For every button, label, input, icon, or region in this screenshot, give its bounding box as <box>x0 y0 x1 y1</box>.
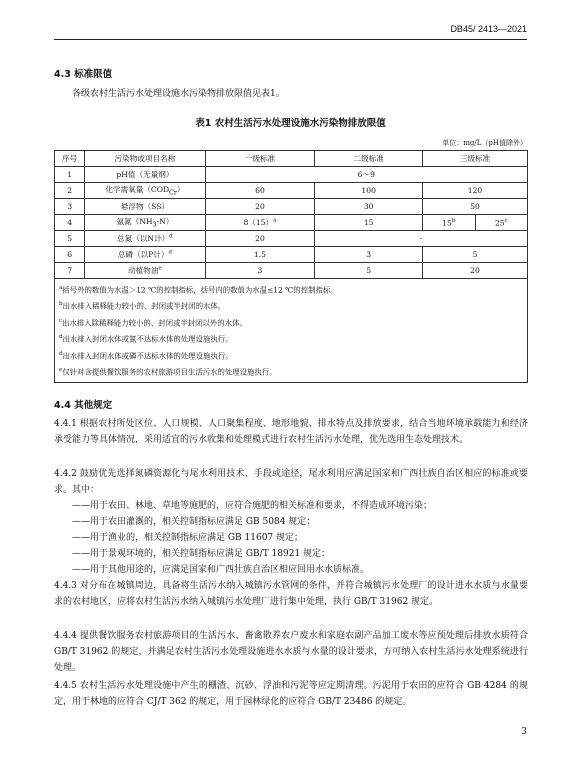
cell-grade1: 20 <box>205 231 315 247</box>
table-header-row <box>55 151 528 167</box>
cell-no: 2 <box>55 183 85 199</box>
cell-grade1: 60 <box>205 183 315 199</box>
dash-item: ——用于景观环境的，相关控制指标应满足 GB/T 18921 规定； <box>72 549 331 559</box>
table-row <box>55 263 528 279</box>
table-row <box>55 247 528 263</box>
dash-item: ——用于渔业的，相关控制指标应满足 GB 11607 规定； <box>72 533 304 543</box>
cell-grade3-low: 15$^b$ <box>423 215 475 231</box>
cell-name: 动植物油$^e$ <box>85 263 205 279</box>
section-4-3-heading: 4.3 标准限值 <box>54 69 113 80</box>
col-header-grade2: 二级标准 <box>315 151 423 167</box>
table-note: $^d$出水排入封闭水体或氮不达标水体的处理设施执行。 <box>59 334 233 344</box>
clause-4-4-1: 4.4.1 根据农村所处区位、人口规模、人口聚集程度、地形地貌、排水特点及排放要求，结合当地环境承载能力和经济承受能力等具体情况，采用适宜的污水收集和处理模式进行农村生活污水处理，优先选用生态处理技术。 <box>54 419 528 445</box>
table-unit: 单位：mg/L（pH值除外） <box>442 139 527 147</box>
table-note: $^e$仅针对含提供餐饮服务的农村旅游项目生活污水的处理设施执行。 <box>59 367 277 377</box>
cell-grade1: 20 <box>205 199 315 215</box>
cell-name: 悬浮物（SS） <box>85 199 205 215</box>
table-row <box>55 183 528 199</box>
table-note: $^c$出水排入除稀释能力较小的、封闭或半封闭以外的水体。 <box>59 317 247 328</box>
header-rule <box>54 39 527 40</box>
col-header-grade1: 一级标准 <box>205 151 315 167</box>
cell-grade3: 20 <box>423 263 528 279</box>
cell-no: 7 <box>55 263 85 279</box>
cell-grade3: 50 <box>423 199 528 215</box>
table-caption: 表1 农村生活污水处理设施水污染物排放限值 <box>195 118 386 129</box>
cell-grade1: $8(15)^a$ <box>205 215 315 231</box>
cell-name: 总氮（以N计）$^d$ <box>85 231 205 247</box>
document-code: DB45/ 2413—2021 <box>450 24 527 34</box>
cell-no: 3 <box>55 199 85 215</box>
clause-4-4-3: 4.4.3 对分布在城镇周边，具备将生活污水纳入城镇污水管网的条件，并符合城镇污水处理厂的设计进水水质与水量要求的农村地区，应将农村生活污水纳入城镇污水处理厂进行集中处理，执行 GB/T 31962 规定。 <box>54 581 528 607</box>
cell-name: 氨氮$(NH_3-N)$ <box>85 215 205 231</box>
clause-4-4-2: 4.4.2 鼓励优先选择氮磷资源化与尾水利用技术、手段或途径，尾水利用应满足国家和广西壮族自治区相应的标准或要求。其中： <box>54 469 528 495</box>
cell-grade2: 30 <box>315 199 423 215</box>
cell-grade2-3: - <box>315 231 528 247</box>
cell-grade2: 100 <box>315 183 423 199</box>
cell-grade1: 3 <box>205 263 315 279</box>
cell-grade1: 1.5 <box>205 247 315 263</box>
table-row <box>55 231 528 247</box>
cell-grade3-high: 25$^c$ <box>475 215 528 231</box>
table-notes <box>55 279 528 383</box>
dash-item: ——用于农田灌溉的，相关控制指标应满足 GB 5084 规定； <box>72 517 316 527</box>
limits-table <box>54 150 528 383</box>
cell-name: pH值（无量纲） <box>85 167 205 183</box>
cell-grade3: 5 <box>423 247 528 263</box>
page-number: 3 <box>521 727 527 737</box>
col-header-name: 污染物或项目名称 <box>85 151 205 167</box>
table-note: $^a$括号外的数值为水温＞12 ℃的控制指标，括号内的数值为水温≤12 ℃的控制指标。 <box>59 285 338 295</box>
table-row <box>55 167 528 183</box>
table-notes-row <box>55 279 528 383</box>
cell-grade2: 5 <box>315 263 423 279</box>
dash-item: ——用于其他用途的，应满足国家和广西壮族自治区相应回用水水质标准。 <box>72 565 370 575</box>
table-note: $^d$出水排入封闭水体或磷不达标水体的处理设施执行。 <box>59 350 233 361</box>
section-4-3-intro: 各级农村生活污水处理设施水污染物排放限值见表1。 <box>72 89 285 99</box>
cell-grade3: 120 <box>423 183 528 199</box>
col-header-no: 序号 <box>55 151 85 167</box>
cell-grade-all: 6～9 <box>205 167 527 183</box>
clause-4-4-5: 4.4.5 农村生活污水处理设施中产生的栅渣、沉砂、浮油和污泥等应定期清理。污泥用于农田的应符合 GB 4284 的规定，用于林地的应符合 CJ/T 362 的规定，用于园林绿化的应符合 GB/T 23486 的规定。 <box>54 681 528 707</box>
table-note: $^b$出水排入稀释能力较小的、封闭或半封闭的水体。 <box>59 301 226 311</box>
cell-no: 6 <box>55 247 85 263</box>
dash-item: ——用于农田、林地、草地等施肥的，应符合施肥的相关标准和要求，不得造成环境污染； <box>72 501 433 511</box>
table-row <box>55 215 528 231</box>
clause-4-4-4: 4.4.4 提供餐饮服务农村旅游项目的生活污水、畜禽散养农户废水和家庭农副产品加工废水等应预处理后排放水质符合 GB/T 31962 的规定，并满足农村生活污水处理设施进水水质与水量的设计要求，方可纳入农村生活污水处理系统进行处理。 <box>54 631 528 673</box>
section-4-4-heading: 4.4 其他规定 <box>54 400 113 411</box>
cell-name: 化学需氧量$(COD_{Cr})$ <box>85 183 205 199</box>
cell-no: 5 <box>55 231 85 247</box>
cell-no: 1 <box>55 167 85 183</box>
cell-grade2: 3 <box>315 247 423 263</box>
cell-name: 总磷（以P计）$^d$ <box>85 247 205 263</box>
col-header-grade3: 三级标准 <box>423 151 528 167</box>
cell-no: 4 <box>55 215 85 231</box>
table-row <box>55 199 528 215</box>
cell-grade2: 15 <box>315 215 423 231</box>
